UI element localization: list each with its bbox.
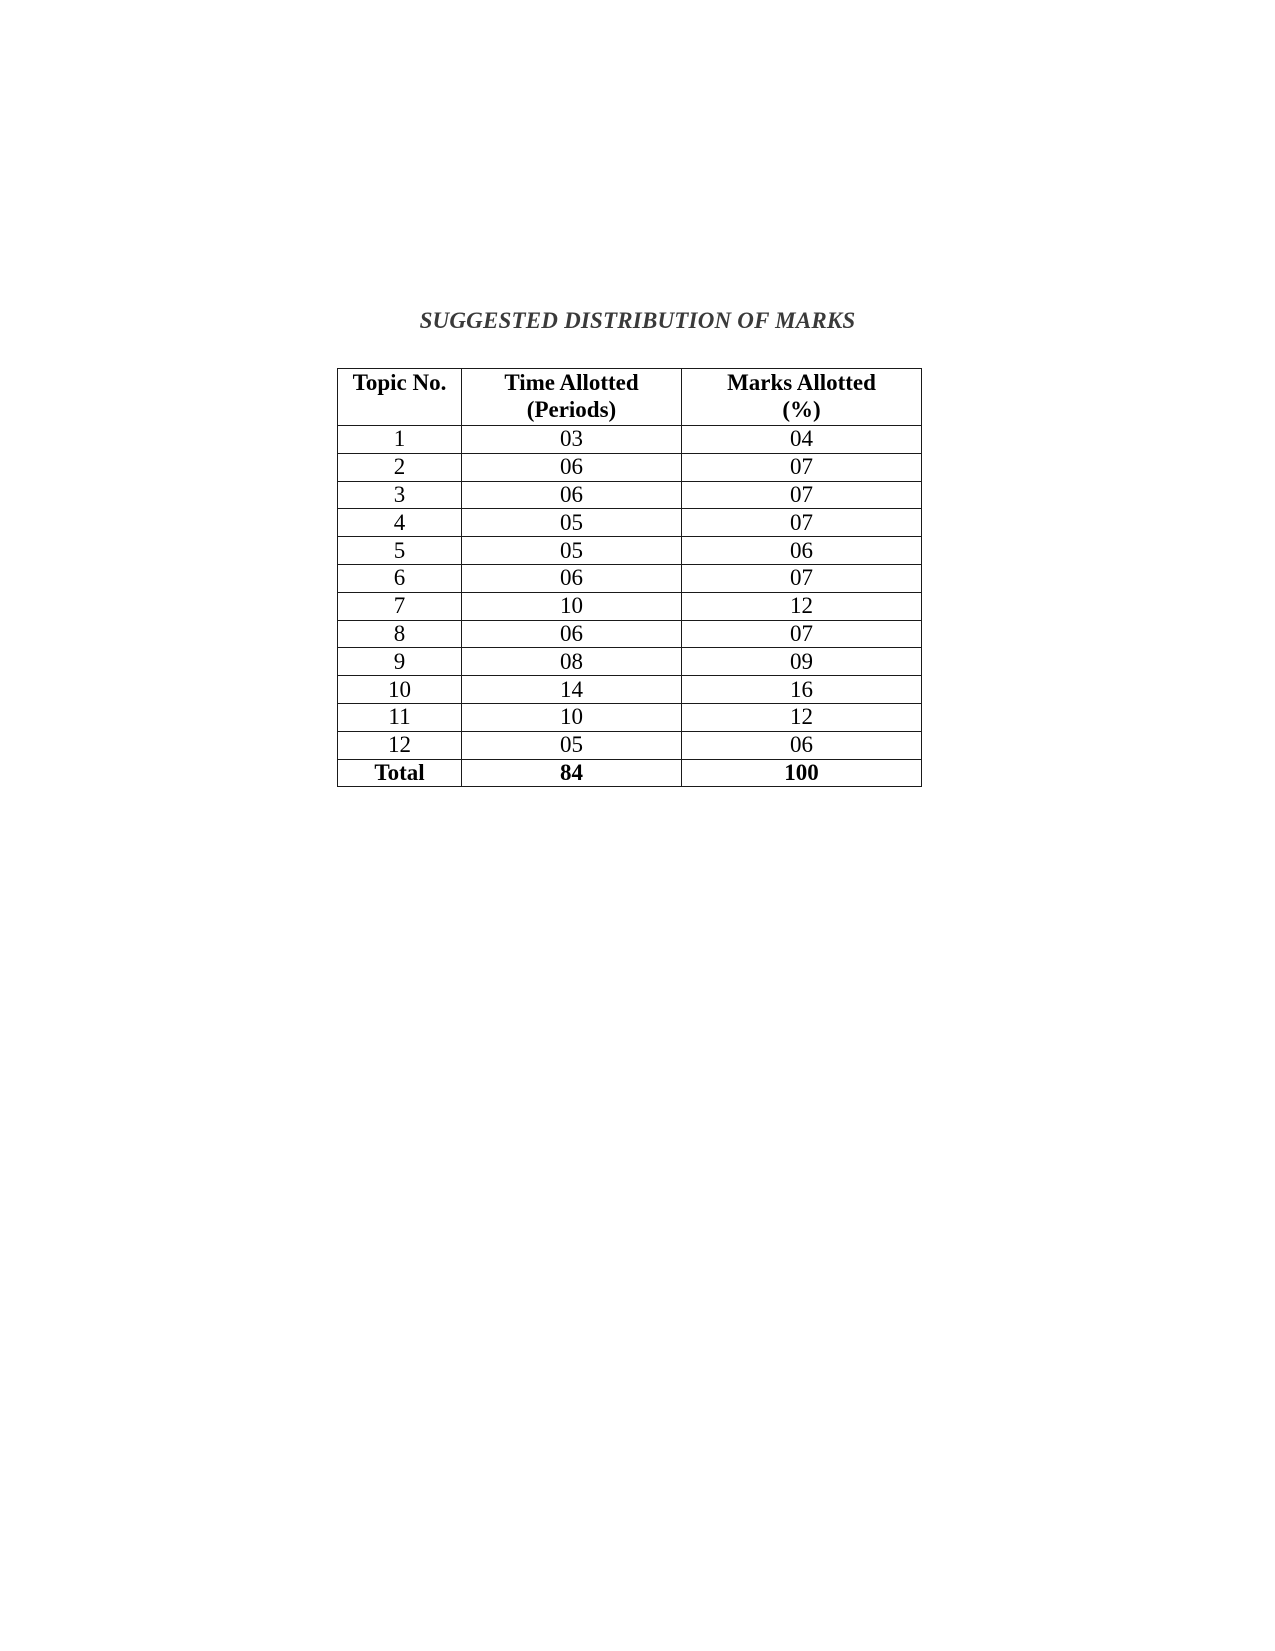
topic-cell: 11	[338, 703, 462, 731]
marks-cell: 16	[682, 676, 922, 704]
header-marks-line2: (%)	[782, 397, 821, 422]
marks-cell: 07	[682, 620, 922, 648]
header-topic-label: Topic No.	[352, 370, 447, 395]
topic-cell: 10	[338, 676, 462, 704]
table-row	[338, 592, 922, 620]
time-cell: 05	[462, 731, 682, 759]
topic-cell: 2	[338, 453, 462, 481]
topic-cell: 7	[338, 592, 462, 620]
header-topic-no	[338, 369, 462, 426]
header-marks-line1: Marks Allotted	[727, 370, 876, 395]
marks-distribution-table	[337, 368, 922, 787]
total-marks-cell: 100	[682, 759, 922, 787]
header-time-allotted	[462, 369, 682, 426]
topic-cell: 9	[338, 648, 462, 676]
table-row	[338, 564, 922, 592]
document-title: SUGGESTED DISTRIBUTION OF MARKS	[419, 308, 856, 333]
header-marks-allotted	[682, 369, 922, 426]
marks-cell: 09	[682, 648, 922, 676]
topic-cell: 12	[338, 731, 462, 759]
table-row	[338, 703, 922, 731]
marks-cell: 06	[682, 537, 922, 565]
marks-cell: 12	[682, 703, 922, 731]
header-time-line1: Time Allotted	[504, 370, 639, 395]
total-time-cell: 84	[462, 759, 682, 787]
time-cell: 10	[462, 592, 682, 620]
marks-cell: 07	[682, 481, 922, 509]
time-cell: 05	[462, 509, 682, 537]
table-total-row	[338, 759, 922, 787]
topic-cell: 6	[338, 564, 462, 592]
topic-cell: 1	[338, 426, 462, 454]
time-cell: 06	[462, 481, 682, 509]
marks-cell: 07	[682, 564, 922, 592]
table-row	[338, 537, 922, 565]
time-cell: 05	[462, 537, 682, 565]
total-label-cell: Total	[338, 759, 462, 787]
time-cell: 06	[462, 453, 682, 481]
marks-cell: 04	[682, 426, 922, 454]
table-row	[338, 731, 922, 759]
time-cell: 10	[462, 703, 682, 731]
table-row	[338, 453, 922, 481]
topic-cell: 3	[338, 481, 462, 509]
table-row	[338, 676, 922, 704]
marks-cell: 12	[682, 592, 922, 620]
topic-cell: 4	[338, 509, 462, 537]
marks-cell: 07	[682, 453, 922, 481]
time-cell: 03	[462, 426, 682, 454]
table-row	[338, 481, 922, 509]
table-header-row	[338, 369, 922, 426]
table-row	[338, 426, 922, 454]
time-cell: 06	[462, 564, 682, 592]
topic-cell: 8	[338, 620, 462, 648]
time-cell: 08	[462, 648, 682, 676]
time-cell: 14	[462, 676, 682, 704]
table-row	[338, 648, 922, 676]
marks-cell: 06	[682, 731, 922, 759]
table-row	[338, 620, 922, 648]
header-time-line2: (Periods)	[526, 397, 617, 422]
marks-cell: 07	[682, 509, 922, 537]
topic-cell: 5	[338, 537, 462, 565]
time-cell: 06	[462, 620, 682, 648]
table-row	[338, 509, 922, 537]
